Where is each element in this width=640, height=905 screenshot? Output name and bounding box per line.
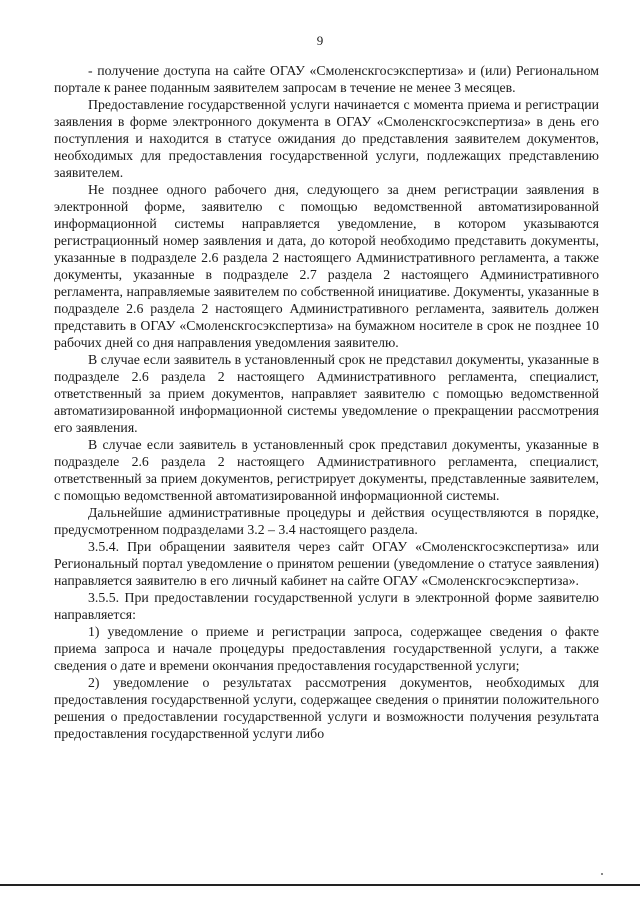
paragraph: Не позднее одного рабочего дня, следующего за днем регистрации заявления в электронной форме, заявителю с помощью ведомственной автоматизированной информационной системы направляется уведомление, в котором указываются регистрационный номер заявления и дата, до которой необходимо представить документы, указанные в подразделе 2.6 раздела 2 настоящего Административного регламента, а также документы, указанные в подразделе 2.7 раздела 2 настоящего Административного регламента, направляемые заявителем по собственной инициативе. Документы, указанные в подразделе 2.6 раздела 2 настоящего Административного регламента, заявитель должен представить в ОГАУ «Смоленскгосэкспертиза» на бумажном носителе в срок не позднее 10 рабочих дней со дня направления уведомления заявителю. [54, 182, 599, 350]
paragraph: 3.5.4. При обращении заявителя через сайт ОГАУ «Смоленскгосэкспертиза» или Региональный портал уведомление о принятом решении (уведомление о статусе заявления) направляется заявителю в его личный кабинет на сайте ОГАУ «Смоленскгосэкспертиза». [54, 539, 599, 588]
paragraph: 3.5.5. При предоставлении государственной услуги в электронной форме заявителю направляется: [54, 590, 599, 622]
paragraph: 2) уведомление о результатах рассмотрения документов, необходимых для предоставления государственной услуги, содержащее сведения о принятии положительного решения о предоставлении государственной услуги и возможности получения результата предоставления государственной услуги либо [54, 675, 599, 741]
page-number: 9 [316, 33, 324, 48]
paragraph: Предоставление государственной услуги начинается с момента приема и регистрации заявления в форме электронного документа в ОГАУ «Смоленскгосэкспертиза» в день его поступления и находится в статусе ожидания до представления заявителем документов, необходимых для предоставления государственной услуги, подлежащих представлению заявителем. [54, 97, 599, 180]
paragraph: 1) уведомление о приеме и регистрации запроса, содержащее сведения о факте приема запроса и начале процедуры предоставления государственной услуги, а также сведения о дате и времени окончания предоставления государственной услуги; [54, 624, 599, 673]
page-bottom-rule [0, 884, 640, 886]
paragraph: В случае если заявитель в установленный срок не представил документы, указанные в подразделе 2.6 раздела 2 настоящего Административного регламента, специалист, ответственный за прием документов, направляет заявителю с помощью ведомственной автоматизированной информационной системы уведомление о прекращении рассмотрения его заявления. [54, 352, 599, 435]
paragraph: В случае если заявитель в установленный срок представил документы, указанные в подразделе 2.6 раздела 2 настоящего Административного регламента, специалист, ответственный за прием документов, регистрирует документы, представленные заявителем, с помощью ведомственной автоматизированной информационной системы. [54, 437, 599, 503]
scan-speck [601, 873, 603, 875]
paragraph: Дальнейшие административные процедуры и действия осуществляются в порядке, предусмотренном подразделами 3.2 – 3.4 настоящего раздела. [54, 505, 599, 537]
document-body [54, 62, 599, 742]
paragraph: - получение доступа на сайте ОГАУ «Смоленскгосэкспертиза» и (или) Региональном портале к ранее поданным заявителем запросам в течение не менее 3 месяцев. [54, 63, 599, 95]
